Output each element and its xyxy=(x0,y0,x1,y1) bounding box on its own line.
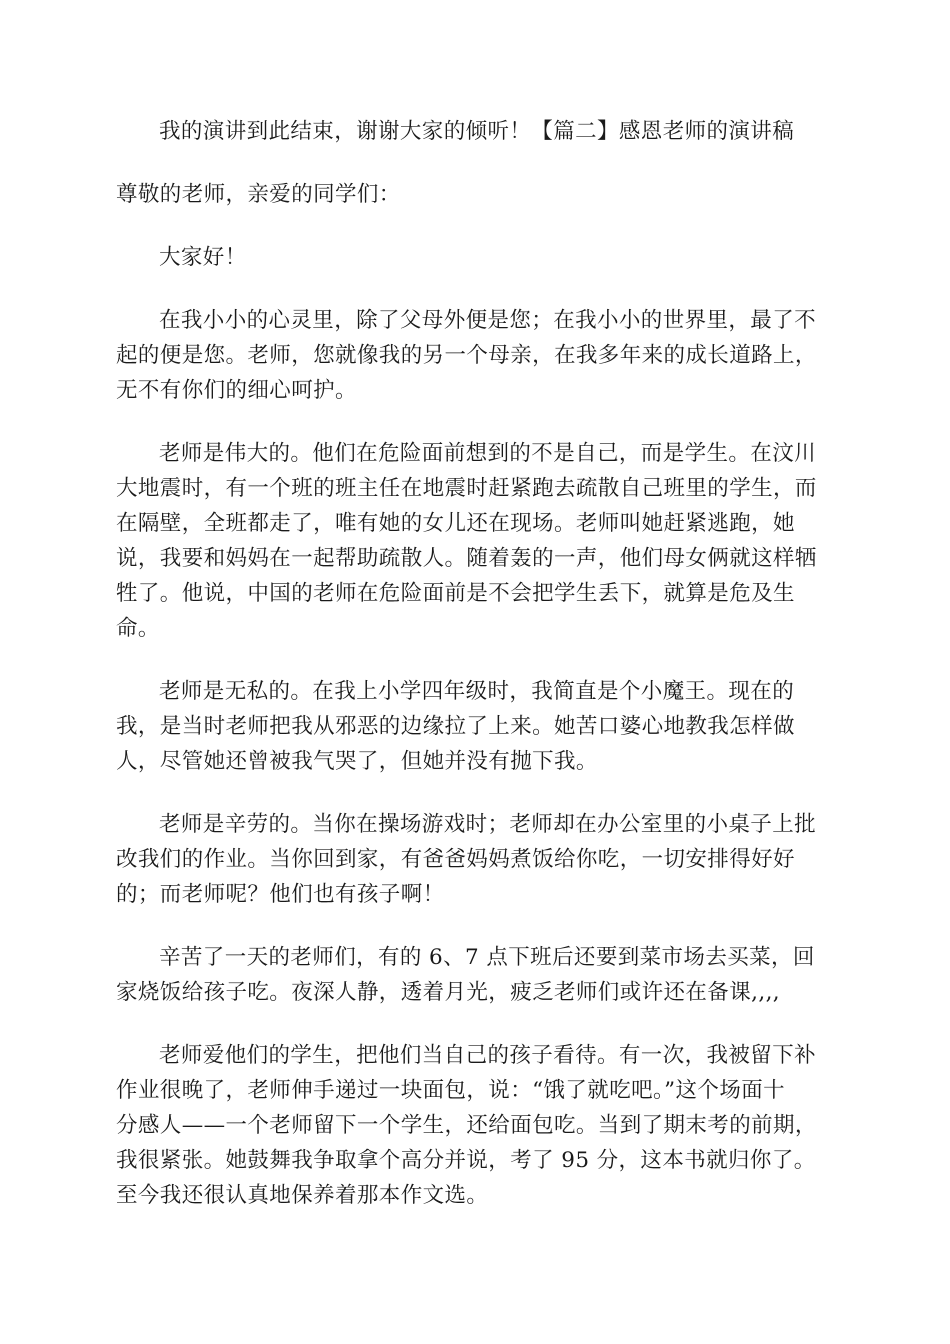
text-line: 老师是无私的。在我上小学四年级时，我简直是个小魔王。现在的 xyxy=(159,679,795,704)
text-line: 至今我还很认真地保养着那本作文选。 xyxy=(116,1183,489,1208)
text-line: 牲了。他说，中国的老师在危险面前是不会把学生丢下，就算是危及生 xyxy=(116,581,795,606)
text-line: 命。 xyxy=(116,616,160,641)
text-line: 说，我要和妈妈在一起帮助疏散人。随着轰的一声，他们母女俩就这样牺 xyxy=(116,546,817,571)
text-line: 在隔壁，全班都走了，唯有她的女儿还在现场。老师叫她赶紧逃跑，她 xyxy=(116,511,795,536)
paragraph-body xyxy=(116,674,836,779)
text-line: 老师是辛劳的。当你在操场游戏时；老师却在办公室里的小桌子上批 xyxy=(159,812,817,837)
text-line: 尊敬的老师，亲爱的同学们： xyxy=(116,182,401,207)
paragraph-greeting xyxy=(116,240,836,275)
text-line: 人，尽管她还曾被我气哭了，但她并没有抛下我。 xyxy=(116,749,598,774)
text-line: 作业很晚了，老师伸手递过一块面包，说：“饿了就吃吧。”这个场面十 xyxy=(116,1078,786,1103)
text-line: 的；而老师呢？他们也有孩子啊！ xyxy=(116,882,445,907)
text-line: 改我们的作业。当你回到家，有爸爸妈妈煮饭给你吃，一切安排得好好 xyxy=(116,847,795,872)
text-line: 分感人——一个老师留下一个学生，还给面包吃。当到了期末考的前期， xyxy=(116,1113,817,1138)
text-line: 老师爱他们的学生，把他们当自己的孩子看待。有一次，我被留下补 xyxy=(159,1043,817,1068)
text-line: 老师是伟大的。他们在危险面前想到的不是自己，而是学生。在汶川 xyxy=(159,441,817,466)
text-line: 大地震时，有一个班的班主任在地震时赶紧跑去疏散自己班里的学生，而 xyxy=(116,476,817,501)
paragraph-spacer xyxy=(116,779,836,807)
paragraph-spacer xyxy=(116,149,836,177)
paragraph-spacer xyxy=(116,275,836,303)
text-line: 起的便是您。老师，您就像我的另一个母亲，在我多年来的成长道路上， xyxy=(116,343,817,368)
text-line: 家烧饭给孩子吃。夜深人静，透着月光，疲乏老师们或许还在备课,,,, xyxy=(116,980,781,1005)
paragraph-spacer xyxy=(116,408,836,436)
text-line: 辛苦了一天的老师们，有的 6、7 点下班后还要到菜市场去买菜，回 xyxy=(159,945,815,970)
text-line: 无不有你们的细心呵护。 xyxy=(116,378,357,403)
text-line: 我很紧张。她鼓舞我争取拿个高分并说，考了 95 分，这本书就归你了。 xyxy=(116,1148,816,1173)
paragraph-body xyxy=(116,940,836,1010)
text-line: 我，是当时老师把我从邪恶的边缘拉了上来。她苦口婆心地教我怎样做 xyxy=(116,714,795,739)
paragraph-spacer xyxy=(116,912,836,940)
paragraph-spacer xyxy=(116,646,836,674)
paragraph-spacer xyxy=(116,212,836,240)
paragraph-spacer xyxy=(116,1010,836,1038)
text-line: 大家好！ xyxy=(159,245,247,270)
paragraph-body xyxy=(116,807,836,912)
paragraph-body xyxy=(116,303,836,408)
paragraph-closing-and-title xyxy=(116,114,836,149)
paragraph-salutation xyxy=(116,177,836,212)
text-line: 我的演讲到此结束，谢谢大家的倾听！【篇二】感恩老师的演讲稿 xyxy=(159,119,795,144)
paragraph-body xyxy=(116,1038,836,1213)
paragraph-body xyxy=(116,436,836,646)
text-line: 在我小小的心灵里，除了父母外便是您；在我小小的世界里，最了不 xyxy=(159,308,817,333)
document-page xyxy=(116,114,836,1213)
